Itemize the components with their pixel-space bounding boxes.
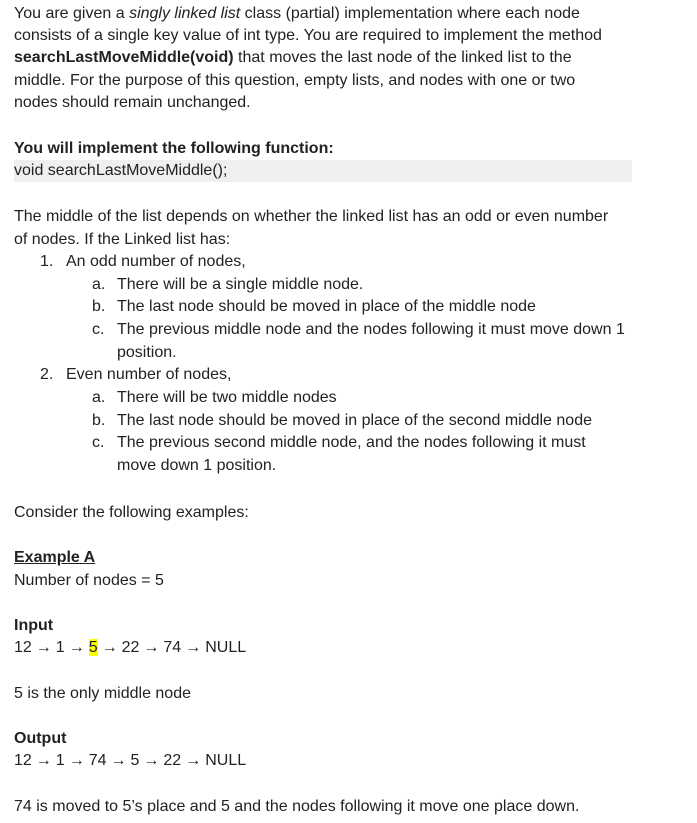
input-list (14, 637, 246, 659)
sub-item-text: position. (117, 344, 177, 361)
node-value: 12 (14, 639, 32, 656)
node-value: 22 (163, 752, 182, 769)
node-value: 5 (130, 752, 140, 769)
arrow-icon: → (68, 752, 85, 769)
examples-intro: Consider the following examples: (14, 504, 249, 521)
sub-item-text: The last node should be moved in place of the second middle node (117, 412, 592, 429)
sub-item-text: The previous second middle node, and the nodes following it must (117, 434, 586, 451)
sub-letter: b. (92, 298, 106, 315)
arrow-icon: → (110, 752, 127, 769)
null-terminator: NULL (205, 639, 247, 656)
sub-letter: b. (92, 412, 106, 429)
arrow-icon: → (35, 752, 52, 769)
intro-italic-term: singly linked list (129, 5, 241, 22)
example-a-node-count: Number of nodes = 5 (14, 572, 164, 589)
node-value: 74 (88, 752, 107, 769)
sub-item-text: There will be a single middle node. (117, 276, 364, 293)
input-label: Input (14, 617, 54, 634)
middle-paragraph-line-1: The middle of the list depends on whether the linked list has an odd or even number (14, 208, 609, 225)
output-note: 74 is moved to 5’s place and 5 and the nodes following it move one place down. (14, 798, 580, 815)
null-terminator: NULL (205, 752, 247, 769)
arrow-icon: → (143, 752, 160, 769)
output-label: Output (14, 730, 67, 747)
list-number: 1. (40, 253, 54, 270)
node-value: 74 (163, 639, 182, 656)
list-item-label: Even number of nodes, (66, 366, 232, 383)
arrow-icon: → (68, 639, 85, 656)
sub-letter: a. (92, 276, 106, 293)
node-value: 1 (55, 639, 65, 656)
arrow-icon: → (101, 639, 118, 656)
node-value: 12 (14, 752, 32, 769)
output-list (14, 750, 246, 772)
node-value: 22 (121, 639, 140, 656)
sub-item-text: The last node should be moved in place of the middle node (117, 298, 536, 315)
arrow-icon: → (35, 639, 52, 656)
input-note: 5 is the only middle node (14, 685, 191, 702)
method-name: searchLastMoveMiddle(void) (14, 49, 234, 66)
middle-paragraph-line-2: of nodes. If the Linked list has: (14, 231, 231, 248)
intro-text: that moves the last node of the linked list to the (233, 49, 572, 66)
intro-line-2: consists of a single key value of int type. You are required to implement the method (14, 27, 602, 44)
sub-item-text: The previous middle node and the nodes following it must move down 1 (117, 321, 625, 338)
arrow-icon: → (143, 639, 160, 656)
arrow-icon: → (185, 752, 202, 769)
intro-line-3 (14, 47, 572, 69)
arrow-icon: → (185, 639, 202, 656)
intro-text: You are given a (14, 5, 130, 22)
sub-letter: c. (92, 321, 105, 338)
highlighted-middle-node: 5 (88, 639, 98, 656)
intro-text: class (partial) implementation where each node (240, 5, 580, 22)
node-value: 1 (55, 752, 65, 769)
sub-letter: c. (92, 434, 105, 451)
intro-line-4: middle. For the purpose of this question, empty lists, and nodes with one or two (14, 72, 576, 89)
signature-text: void searchLastMoveMiddle(); (14, 162, 228, 179)
list-number: 2. (40, 366, 54, 383)
list-item-label: An odd number of nodes, (66, 253, 246, 270)
function-signature (14, 160, 632, 182)
intro-line-1 (14, 3, 580, 25)
intro-line-5: nodes should remain unchanged. (14, 94, 251, 111)
sub-item-text: move down 1 position. (117, 457, 277, 474)
implement-heading: You will implement the following function: (14, 140, 334, 157)
sub-item-text: There will be two middle nodes (117, 389, 337, 406)
example-a-title: Example A (14, 549, 96, 566)
sub-letter: a. (92, 389, 106, 406)
